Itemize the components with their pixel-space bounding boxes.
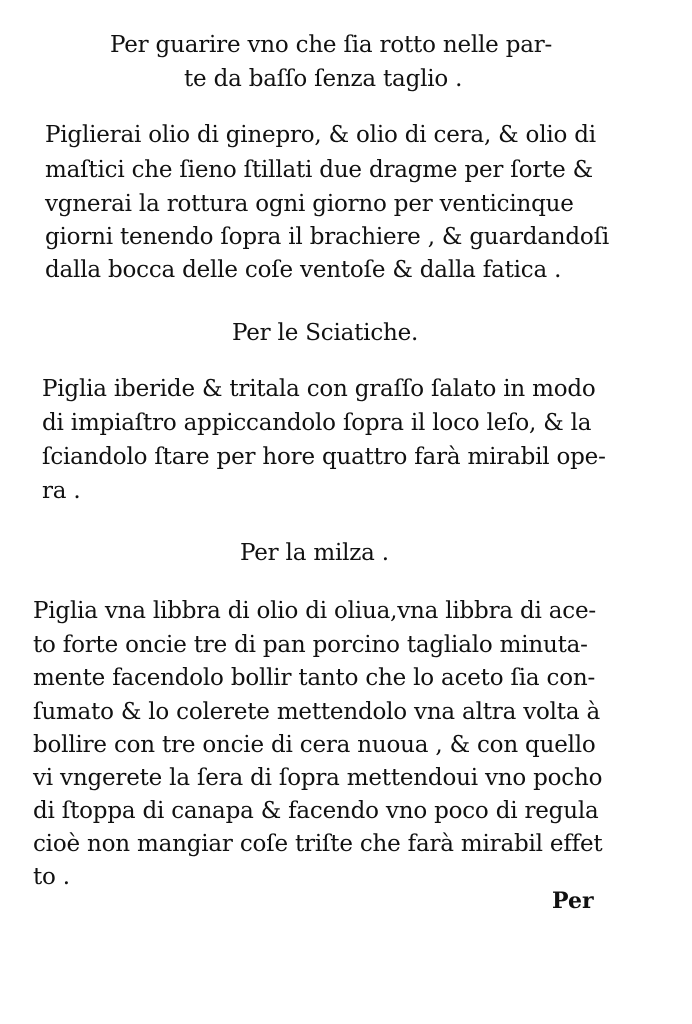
catchword: Per: [552, 888, 594, 914]
section-2-body-line-4: ra .: [42, 478, 81, 504]
section-2-body-line-2: di impiaſtro appiccandolo ſopra il loco leſo, & la: [42, 410, 592, 436]
section-2-body-line-1: Piglia iberide & tritala con graſſo ſalato in modo: [42, 376, 596, 402]
section-3-body-line-3: mente facendolo bollir tanto che lo aceto ſia con-: [33, 665, 596, 691]
section-3-body-line-8: cioè non mangiar coſe triſte che farà mirabil effet: [33, 831, 603, 857]
section-3-body-line-7: di ſtoppa di canapa & facendo vno poco di regula: [33, 798, 599, 824]
section-3-body-line-5: bollire con tre oncie di cera nuoua , & con quello: [33, 732, 596, 758]
section-3-body-line-2: to forte oncie tre di pan porcino taglialo minuta-: [33, 632, 588, 658]
section-1-body-line-2: maſtici che ſieno ſtillati due dragme per ſorte &: [45, 157, 593, 183]
section-1-body-line-3: vgnerai la rottura ogni giorno per venticinque: [45, 191, 574, 217]
section-1-body-line-4: giorni tenendo ſopra il brachiere , & guardandoſi: [45, 224, 610, 250]
section-3-body-line-1: Piglia vna libbra di olio di oliua,vna libbra di ace-: [33, 598, 596, 624]
section-1-body-line-5: dalla bocca delle coſe ventoſe & dalla fatica .: [45, 257, 562, 283]
section-1-heading-line-2: te da baſſo ſenza taglio .: [184, 66, 463, 92]
section-3-body-line-4: ſumato & lo colerete mettendolo vna altra volta à: [33, 699, 600, 725]
section-3-body-line-9: to .: [33, 864, 70, 890]
section-1-heading-line-1: Per guarire vno che ſia rotto nelle par-: [110, 32, 553, 58]
section-3-heading: Per la milza .: [240, 540, 389, 566]
section-1-body-line-1: Piglierai olio di ginepro, & olio di cera, & olio di: [45, 122, 596, 148]
section-2-body-line-3: ſciandolo ſtare per hore quattro farà mirabil ope-: [42, 444, 606, 470]
section-2-heading: Per le Sciatiche.: [232, 320, 419, 346]
section-3-body-line-6: vi vngerete la ſera di ſopra mettendoui vno pocho: [33, 765, 603, 791]
